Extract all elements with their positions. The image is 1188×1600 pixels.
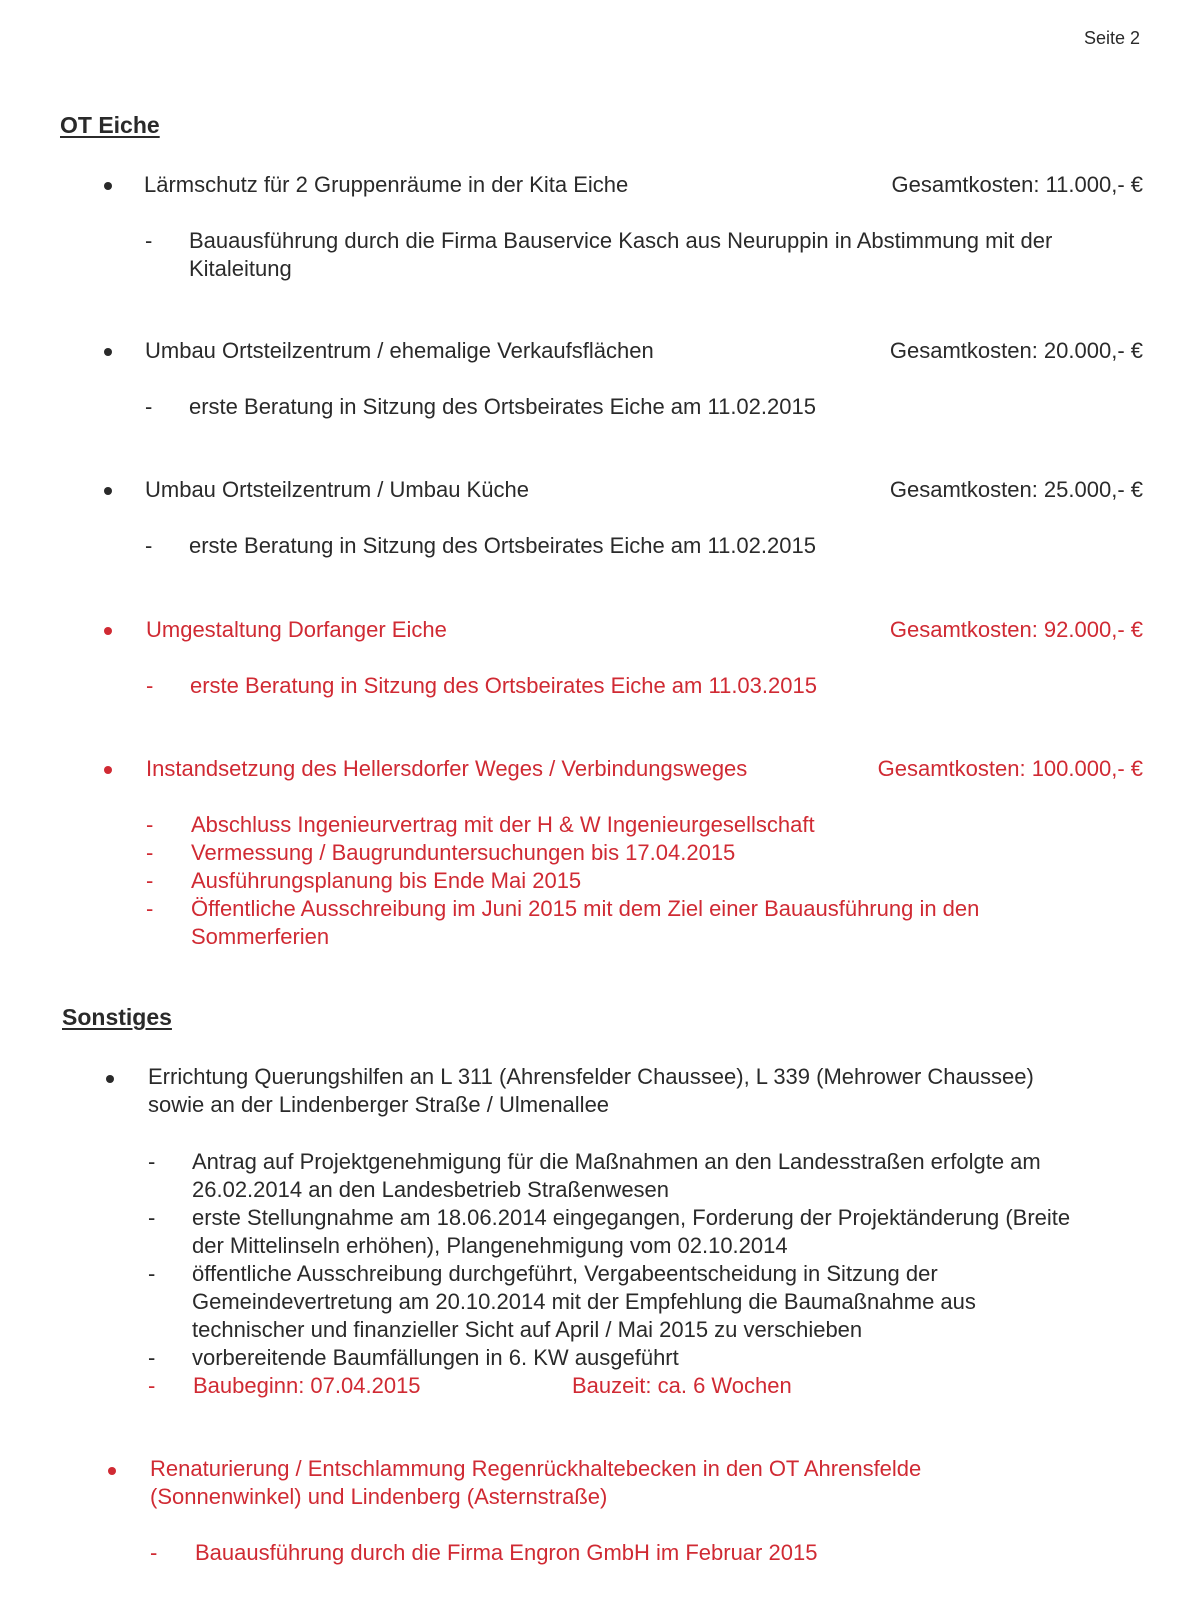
item-label: Umgestaltung Dorfanger Eiche [146,617,447,642]
section-title-sonstiges: Sonstiges [62,1004,172,1030]
detail-line: Ausführungsplanung bis Ende Mai 2015 [191,868,582,893]
bullet-icon [108,1467,116,1475]
detail-line: Gemeindevertretung am 20.10.2014 mit der Empfehlung die Baumaßnahme aus [192,1289,976,1314]
dash-marker: - [145,533,153,558]
dash-marker: - [145,228,153,253]
item-label: Umbau Ortsteilzentrum / ehemalige Verkaufsflächen [145,338,654,363]
detail-line: Öffentliche Ausschreibung im Juni 2015 mit dem Ziel einer Bauausführung in den [191,896,980,921]
item-cost: Gesamtkosten: 20.000,- € [889,338,1143,363]
dash-marker: - [146,673,154,698]
section-title-ot-eiche: OT Eiche [60,112,160,138]
detail-extra: Bauzeit: ca. 6 Wochen [572,1373,792,1398]
item-cost: Gesamtkosten: 92.000,- € [889,617,1143,642]
detail-line: Antrag auf Projektgenehmigung für die Maßnahmen an den Landesstraßen erfolgte am [192,1149,1041,1174]
bullet-icon [104,348,112,356]
detail-line: Baubeginn: 07.04.2015 [193,1373,421,1398]
detail-line: technischer und finanzieller Sicht auf April / Mai 2015 zu verschieben [192,1317,863,1342]
dash-marker: - [148,1345,156,1370]
dash-marker: - [146,840,154,865]
detail-line: Vermessung / Baugrunduntersuchungen bis 17.04.2015 [191,840,736,865]
item-cost: Gesamtkosten: 100.000,- € [877,756,1143,781]
item-label: Errichtung Querungshilfen an L 311 (Ahrensfelder Chaussee), L 339 (Mehrower Chaussee) [148,1064,1034,1089]
detail-line: 26.02.2014 an den Landesbetrieb Straßenwesen [192,1177,670,1202]
item-label: Instandsetzung des Hellersdorfer Weges / Verbindungsweges [146,756,748,781]
dash-marker: - [146,896,154,921]
detail-line: der Mittelinseln erhöhen), Plangenehmigung vom 02.10.2014 [192,1233,788,1258]
detail-line: Bauausführung durch die Firma Bauservice Kasch aus Neuruppin in Abstimmung mit der [189,228,1053,253]
dash-marker: - [150,1540,158,1565]
dash-marker: - [146,868,154,893]
detail-line: erste Beratung in Sitzung des Ortsbeirates Eiche am 11.03.2015 [190,673,817,698]
item-label: Lärmschutz für 2 Gruppenräume in der Kita Eiche [144,172,629,197]
dash-marker: - [148,1205,156,1230]
detail-line: Bauausführung durch die Firma Engron GmbH im Februar 2015 [195,1540,818,1565]
detail-line: erste Stellungnahme am 18.06.2014 eingegangen, Forderung der Projektänderung (Breite [192,1205,1071,1230]
item-cost: Gesamtkosten: 25.000,- € [889,477,1143,502]
detail-line: erste Beratung in Sitzung des Ortsbeirates Eiche am 11.02.2015 [189,394,816,419]
page-number: Seite 2 [1084,28,1141,48]
bullet-icon [104,487,112,495]
item-label: Renaturierung / Entschlammung Regenrückhaltebecken in den OT Ahrensfelde [150,1456,922,1481]
item-label: sowie an der Lindenberger Straße / Ulmenallee [148,1092,610,1117]
detail-line: Sommerferien [191,924,330,949]
dash-marker: - [146,812,154,837]
bullet-icon [104,182,112,190]
item-cost: Gesamtkosten: 11.000,- € [891,172,1143,197]
detail-line: Abschluss Ingenieurvertrag mit der H & W Ingenieurgesellschaft [191,812,815,837]
bullet-icon [104,766,112,774]
dash-marker: - [148,1149,156,1174]
detail-line: öffentliche Ausschreibung durchgeführt, Vergabeentscheidung in Sitzung der [192,1261,938,1286]
detail-line: Kitaleitung [189,256,292,281]
item-label: (Sonnenwinkel) und Lindenberg (Asternstraße) [150,1484,608,1509]
bullet-icon [104,627,112,635]
dash-marker: - [148,1261,156,1286]
dash-marker: - [148,1373,156,1398]
item-label: Umbau Ortsteilzentrum / Umbau Küche [145,477,529,502]
detail-line: vorbereitende Baumfällungen in 6. KW ausgeführt [192,1345,679,1370]
dash-marker: - [145,394,153,419]
detail-line: erste Beratung in Sitzung des Ortsbeirates Eiche am 11.02.2015 [189,533,816,558]
bullet-icon [106,1075,114,1083]
